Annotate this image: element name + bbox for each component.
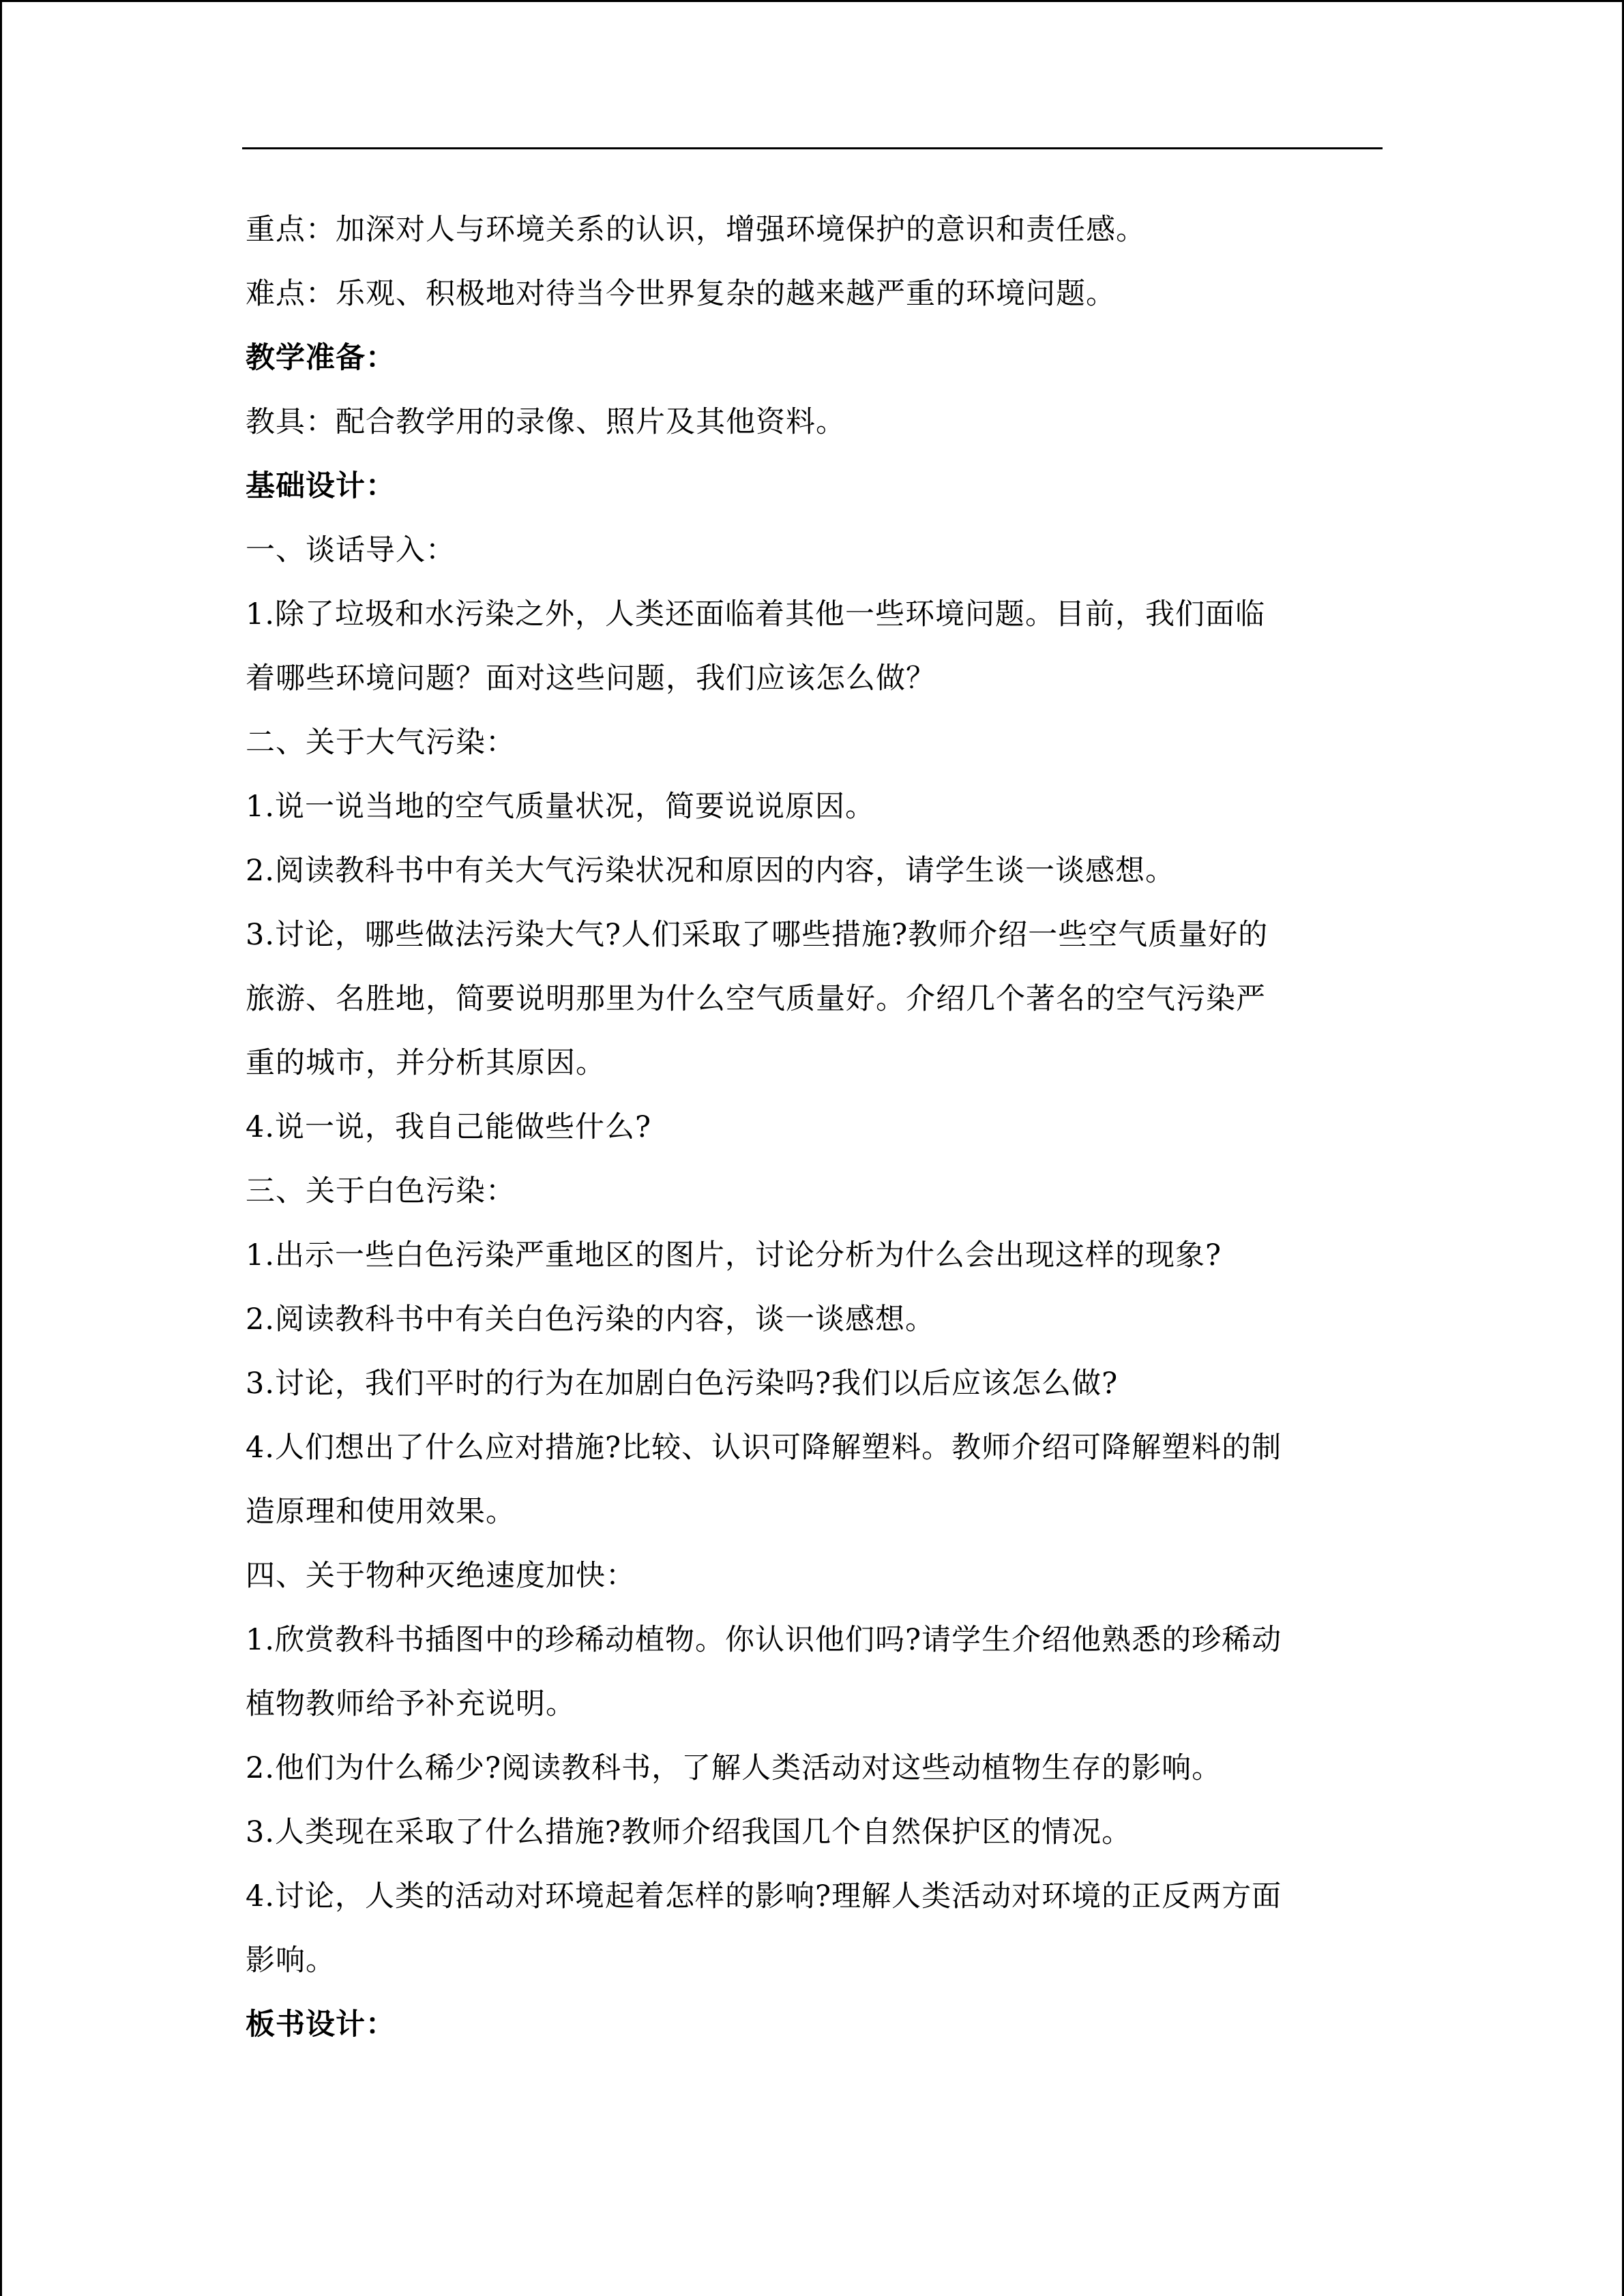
- page-border-left: [0, 0, 2, 2296]
- text-line: 着哪些环境问题？面对这些问题，我们应该怎么做？: [246, 661, 936, 696]
- text-line: 一、谈话导入：: [246, 533, 456, 567]
- text-line: 2.阅读教科书中有关大气污染状况和原因的内容，请学生谈一谈感想。: [246, 854, 1176, 888]
- text-line: 4.说一说，我自己能做些什么?: [246, 1110, 652, 1144]
- header-rule: [242, 147, 1383, 149]
- text-line: 影响。: [246, 1943, 336, 1978]
- text-line: 二、关于大气污染：: [246, 726, 516, 760]
- text-line: 重点：加深对人与环境关系的认识，增强环境保护的意识和责任感。: [246, 213, 1146, 247]
- page-border-top: [0, 0, 1624, 2]
- section-heading: 板书设计：: [246, 2008, 396, 2042]
- text-line: 重的城市，并分析其原因。: [246, 1046, 606, 1080]
- text-line: 1.说一说当地的空气质量状况，简要说说原因。: [246, 790, 876, 824]
- text-line: 造原理和使用效果。: [246, 1495, 516, 1529]
- text-line: 教具：配合教学用的录像、照片及其他资料。: [246, 405, 846, 439]
- text-line: 旅游、名胜地，简要说明那里为什么空气质量好。介绍几个著名的空气污染严: [246, 982, 1266, 1016]
- section-heading: 教学准备：: [246, 341, 396, 375]
- text-line: 4.人们想出了什么应对措施?比较、认识可降解塑料。教师介绍可降解塑料的制: [246, 1431, 1282, 1465]
- document-body: [246, 198, 1381, 2057]
- text-line: 2.他们为什么稀少?阅读教科书，了解人类活动对这些动植物生存的影响。: [246, 1751, 1222, 1785]
- text-line: 难点：乐观、积极地对待当今世界复杂的越来越严重的环境问题。: [246, 277, 1116, 311]
- text-line: 三、关于白色污染：: [246, 1174, 516, 1208]
- text-line: 3.讨论，我们平时的行为在加剧白色污染吗?我们以后应该怎么做?: [246, 1367, 1119, 1401]
- text-line: 四、关于物种灭绝速度加快：: [246, 1559, 636, 1593]
- text-line: 2.阅读教科书中有关白色污染的内容，谈一谈感想。: [246, 1302, 936, 1337]
- text-line: 1.欣赏教科书插图中的珍稀动植物。你认识他们吗?请学生介绍他熟悉的珍稀动: [246, 1623, 1282, 1657]
- section-heading: 基础设计：: [246, 469, 396, 503]
- text-line: 1.出示一些白色污染严重地区的图片，讨论分析为什么会出现这样的现象?: [246, 1238, 1222, 1272]
- text-line: 1.除了垃圾和水污染之外，人类还面临着其他一些环境问题。目前，我们面临: [246, 597, 1266, 631]
- text-line: 3.讨论，哪些做法污染大气?人们采取了哪些措施?教师介绍一些空气质量好的: [246, 918, 1269, 952]
- text-line: 植物教师给予补充说明。: [246, 1687, 576, 1721]
- text-line: 4.讨论，人类的活动对环境起着怎样的影响?理解人类活动对环境的正反两方面: [246, 1879, 1282, 1913]
- text-line: 3.人类现在采取了什么措施?教师介绍我国几个自然保护区的情况。: [246, 1815, 1132, 1849]
